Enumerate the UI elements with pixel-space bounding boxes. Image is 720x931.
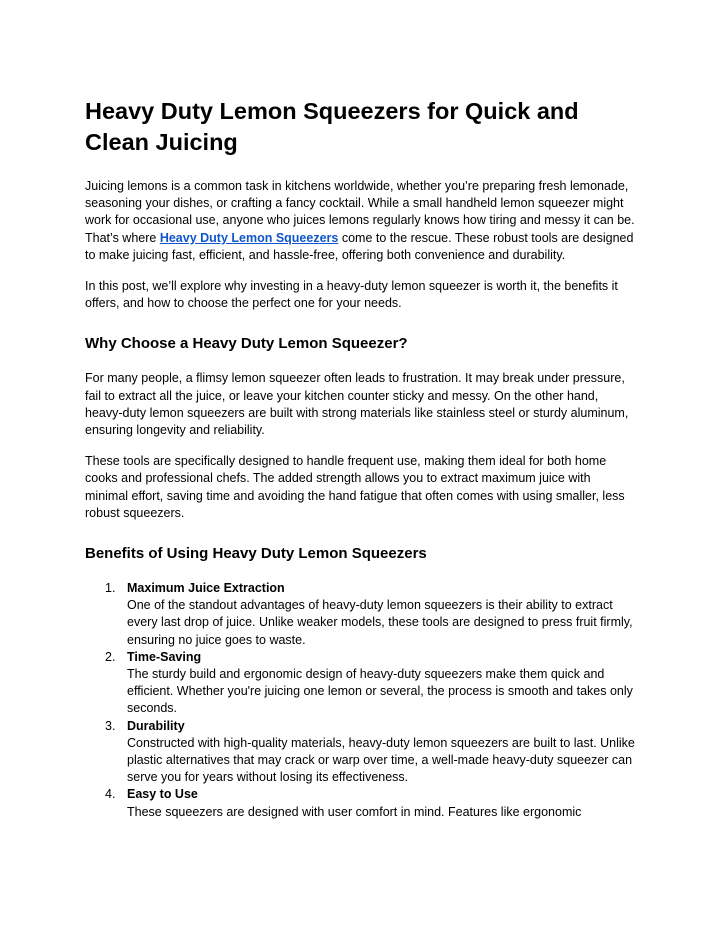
- list-item-title: Time-Saving: [127, 649, 202, 664]
- list-item-number: 3.: [105, 718, 116, 733]
- section-heading-benefits: Benefits of Using Heavy Duty Lemon Squeezers: [85, 545, 427, 563]
- list-item-text: One of the standout advantages of heavy-duty lemon squeezers is their ability to extract every last drop of juice. Unlike weaker models, these tools are designed to press fruit firmly, ensuring no juice goes to waste.: [127, 598, 633, 647]
- intro-paragraph-2: In this post, we’ll explore why investing in a heavy-duty lemon squeezer is worth it, the benefits it offers, and how to choose the perfect one for your needs.: [85, 279, 618, 311]
- list-item: [85, 580, 637, 649]
- list-item-number: 1.: [105, 581, 116, 596]
- list-item-number: 2.: [105, 649, 116, 664]
- intro-paragraph-1: [85, 178, 637, 264]
- list-item-number: 4.: [105, 787, 116, 802]
- list-item-title: Maximum Juice Extraction: [127, 581, 285, 596]
- page-title: Heavy Duty Lemon Squeezers for Quick and Clean Juicing: [85, 98, 579, 155]
- document-page: [85, 96, 637, 821]
- list-item-text: Constructed with high-quality materials, heavy-duty lemon squeezers are built to last. Unlike plastic alternatives that may crack or warp over time, a well-made heavy-duty squeezer can serve you for years without losing its effectiveness.: [127, 735, 635, 785]
- list-item-text: These squeezers are designed with user comfort in mind. Features like ergonomic: [127, 804, 582, 819]
- list-item-title: Easy to Use: [127, 787, 198, 802]
- why-paragraph-1: For many people, a flimsy lemon squeezer often leads to frustration. It may break under pressure, fail to extract all the juice, or leave your kitchen counter sticky and messy. On the other hand, heavy-duty lemon squeezers are built with strong materials like stainless steel or sturdy aluminum, ensuring longevity and reliability.: [85, 371, 629, 438]
- intro-text-after-link: come to the rescue. These robust tools are designed to make juicing fast, efficient, and hassle-free, offering both convenience and durability.: [85, 230, 634, 262]
- section-heading-why: Why Choose a Heavy Duty Lemon Squeezer?: [85, 335, 408, 353]
- intro-text-before-link: Juicing lemons is a common task in kitchens worldwide, whether you’re preparing fresh lemonade, seasoning your dishes, or crafting a fancy cocktail. While a small handheld lemon squeezer might work for occasional use, anyone who juices lemons regularly knows how tiring and messy it can be. That’s where: [85, 179, 635, 245]
- heavy-duty-lemon-squeezers-link[interactable]: Heavy Duty Lemon Squeezers: [159, 230, 339, 245]
- list-item: [85, 786, 637, 820]
- why-paragraph-2: These tools are specifically designed to handle frequent use, making them ideal for both home cooks and professional chefs. The added strength allows you to extract maximum juice with minimal effort, saving time and avoiding the hand fatigue that often comes with using smaller, less robust squeezers.: [85, 454, 625, 520]
- benefits-list: [85, 580, 637, 821]
- list-item-title: Durability: [127, 718, 185, 733]
- list-item: [85, 649, 637, 718]
- list-item-text: The sturdy build and ergonomic design of heavy-duty squeezers make them quick and efficient. Whether you're juicing one lemon or several, the process is smooth and takes only seconds.: [127, 667, 633, 716]
- list-item: [85, 718, 637, 787]
